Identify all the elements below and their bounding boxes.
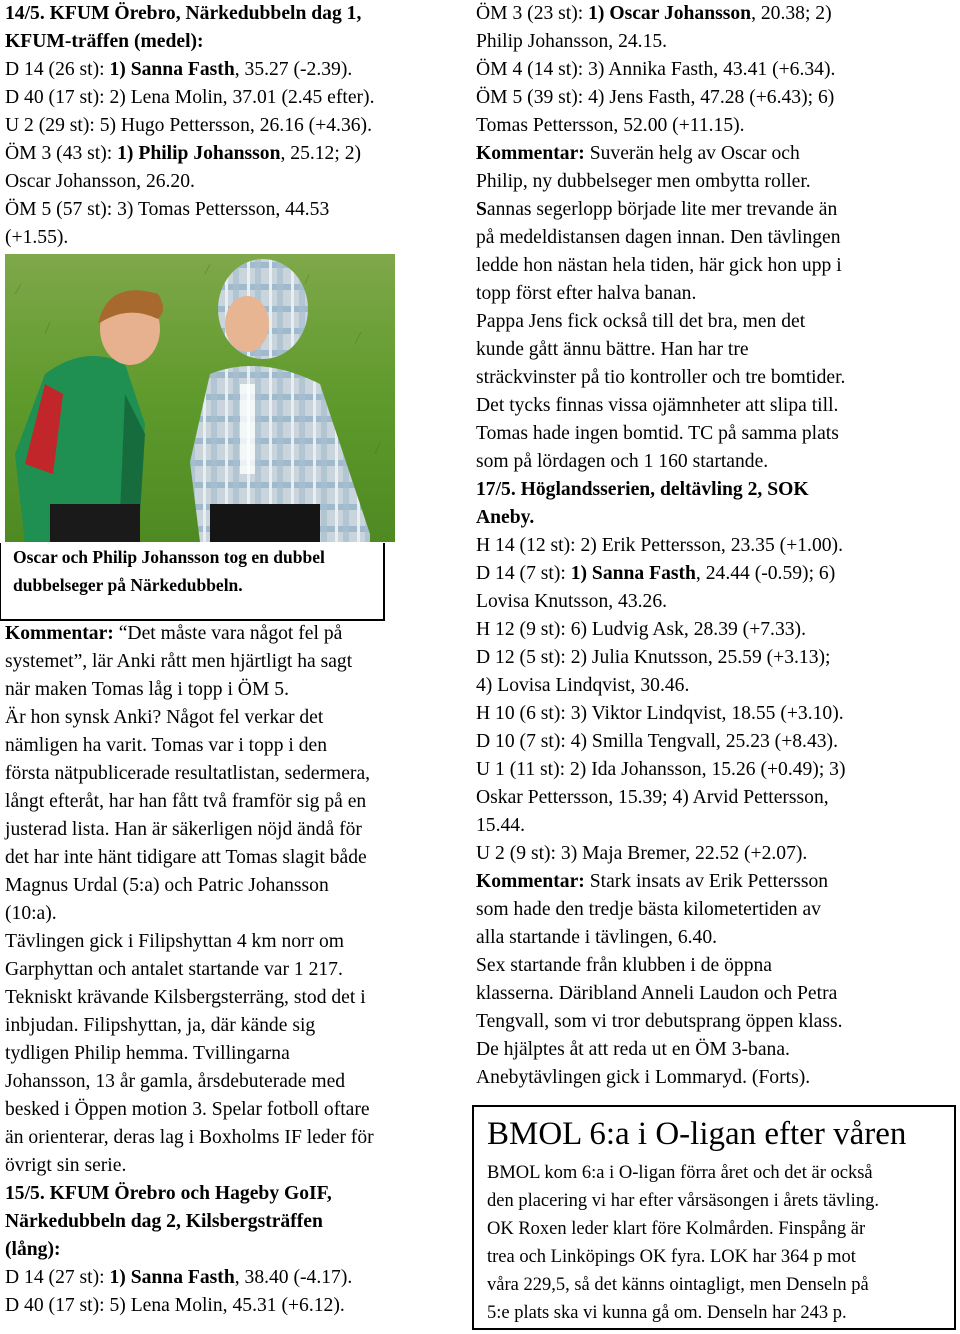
- box-line: BMOL kom 6:a i O-ligan förra året och det är också: [487, 1163, 873, 1183]
- text: annas segerlopp började lite mer trevande än: [486, 199, 838, 220]
- box-body: [487, 1159, 954, 1327]
- text-line: [5, 140, 415, 168]
- text: justerad lista. Han är säkerligen nöjd ändå för: [5, 819, 362, 840]
- text: när maken Tomas låg i topp i ÖM 5.: [5, 679, 289, 700]
- text-line: [5, 984, 415, 1012]
- text-line: [5, 1152, 415, 1180]
- text-line: [5, 1292, 415, 1320]
- text: D 14 (7 st):: [476, 563, 571, 584]
- text: (10:a).: [5, 903, 57, 924]
- text-line: [5, 224, 415, 252]
- bmol-o-ligan-box: [472, 1105, 956, 1330]
- text: långt efteråt, har han fått två framför sig på en: [5, 791, 367, 812]
- bold-text: 1) Sanna Fasth: [570, 563, 696, 584]
- box-line: den placering vi har efter vårsäsongen i årets tävling.: [487, 1191, 879, 1211]
- text-line: [476, 308, 956, 336]
- text-line: [476, 728, 956, 756]
- text: D 10 (7 st): 4) Smilla Tengvall, 25.23 (+8.43).: [476, 731, 838, 752]
- text-line: [476, 616, 956, 644]
- text-line: [5, 196, 415, 224]
- text: D 14 (26 st):: [5, 59, 110, 80]
- text: U 2 (29 st): 5) Hugo Pettersson, 26.16 (+4.36).: [5, 115, 372, 136]
- text: på medeldistansen dagen innan. Den tävlingen: [476, 227, 841, 248]
- bold-text: 1) Sanna Fasth: [109, 1267, 235, 1288]
- bold-text: 14/5. KFUM Örebro, Närkedubbeln dag 1,: [5, 3, 362, 24]
- text: H 12 (9 st): 6) Ludvig Ask, 28.39 (+7.33).: [476, 619, 806, 640]
- text: ÖM 4 (14 st): 3) Annika Fasth, 43.41 (+6.34).: [476, 59, 836, 80]
- text-line: [5, 1180, 415, 1208]
- text-line: [5, 84, 415, 112]
- text-line: [476, 112, 956, 140]
- text-line: [476, 196, 956, 224]
- text: D 14 (27 st):: [5, 1267, 110, 1288]
- text: De hjälptes åt att reda ut en ÖM 3-bana.: [476, 1039, 790, 1060]
- text: det har inte hänt tidigare att Tomas slagit både: [5, 847, 367, 868]
- text-line: [5, 760, 415, 788]
- text: , 38.40 (-4.17).: [234, 1267, 353, 1288]
- left-column: [5, 0, 415, 1320]
- text-line: [476, 448, 956, 476]
- text: , 25.12; 2): [280, 143, 362, 164]
- text: sträckvinster på tio kontroller och tre bomtider.: [476, 367, 846, 388]
- text: Tomas Pettersson, 52.00 (+11.15).: [476, 115, 745, 136]
- text: Tomas hade ingen bomtid. TC på samma plats: [476, 423, 839, 444]
- text-line: [476, 812, 956, 840]
- text-line: [5, 676, 415, 704]
- box-title: BMOL 6:a i O-ligan efter våren: [487, 1116, 907, 1152]
- text: ÖM 3 (23 st):: [476, 3, 589, 24]
- text: Stark insats av Erik Pettersson: [584, 871, 829, 892]
- text-line: [5, 1236, 415, 1264]
- text-line: [476, 672, 956, 700]
- bold-text: KFUM-träffen (medel):: [5, 31, 204, 52]
- bold-text: 15/5. KFUM Örebro och Hageby GoIF,: [5, 1183, 332, 1204]
- bold-text: S: [476, 199, 487, 220]
- text: Suverän helg av Oscar och: [584, 143, 800, 164]
- text: besked i Öppen motion 3. Spelar fotboll oftare: [5, 1099, 370, 1120]
- results-14-5: [5, 0, 415, 252]
- text-line: [476, 224, 956, 252]
- bold-text: 1) Philip Johansson: [117, 143, 281, 164]
- text-line: [5, 872, 415, 900]
- bold-text: Kommentar:: [476, 871, 585, 892]
- text: Johansson, 13 år gamla, årsdebuterade med: [5, 1071, 346, 1092]
- text: D 40 (17 st): 5) Lena Molin, 45.31 (+6.12).: [5, 1295, 345, 1316]
- text: ÖM 3 (43 st):: [5, 143, 118, 164]
- text-line: [5, 1264, 415, 1292]
- text-line: [5, 844, 415, 872]
- text-line: [476, 336, 956, 364]
- box-line: OK Roxen leder klart före Kolmården. Finspång är: [487, 1219, 866, 1239]
- text: H 10 (6 st): 3) Viktor Lindqvist, 18.55 (+3.10).: [476, 703, 844, 724]
- text: alla startande i tävlingen, 6.40.: [476, 927, 718, 948]
- text-line: [476, 252, 956, 280]
- text-line: [476, 1036, 956, 1064]
- photo-caption-line-1: Oscar och Philip Johansson tog en dubbel: [13, 547, 325, 567]
- text: Tengvall, som vi tror debutsprang öppen klass.: [476, 1011, 843, 1032]
- text: ÖM 5 (39 st): 4) Jens Fasth, 47.28 (+6.43); 6): [476, 87, 835, 108]
- text: Pappa Jens fick också till det bra, men det: [476, 311, 806, 332]
- text-line: [5, 788, 415, 816]
- bold-text: Kommentar:: [476, 143, 585, 164]
- text: 15.44.: [476, 815, 525, 836]
- text-line: [476, 1008, 956, 1036]
- text-line: [5, 28, 415, 56]
- text: H 14 (12 st): 2) Erik Pettersson, 23.35 (+1.00).: [476, 535, 843, 556]
- text-line: [476, 532, 956, 560]
- box-line: våra 229,5, så det känns ointagligt, men Denseln på: [487, 1275, 869, 1295]
- text: nämligen ha varit. Tomas var i topp i den: [5, 735, 328, 756]
- comment-and-results-15-5: [5, 620, 415, 1320]
- text-line: [5, 648, 415, 676]
- text: än orienterar, deras lag i Boxholms IF leder för: [5, 1127, 374, 1148]
- text: ledde hon nästan hela tiden, här gick hon upp i: [476, 255, 842, 276]
- text-line: [5, 1208, 415, 1236]
- text-line: [476, 280, 956, 308]
- text: Sex startande från klubben i de öppna: [476, 955, 772, 976]
- text-line: [476, 784, 956, 812]
- text: övrigt sin serie.: [5, 1155, 127, 1176]
- text: U 2 (9 st): 3) Maja Bremer, 22.52 (+2.07).: [476, 843, 808, 864]
- text-line: [476, 0, 956, 28]
- text-line: [476, 924, 956, 952]
- text: som på lördagen och 1 160 startande.: [476, 451, 769, 472]
- bold-text: 17/5. Höglandsserien, deltävling 2, SOK: [476, 479, 809, 500]
- bold-text: 1) Oscar Johansson: [588, 3, 752, 24]
- text: Oscar Johansson, 26.20.: [5, 171, 195, 192]
- bold-text: 1) Sanna Fasth: [109, 59, 235, 80]
- text: topp först efter halva banan.: [476, 283, 697, 304]
- results-and-comments: [476, 0, 956, 1092]
- text-line: [476, 476, 956, 504]
- text: , 20.38; 2): [751, 3, 832, 24]
- text: 4) Lovisa Lindqvist, 30.46.: [476, 675, 690, 696]
- text: första nätpublicerade resultatlistan, sedermera,: [5, 763, 371, 784]
- text-line: [5, 1124, 415, 1152]
- bold-text: Närkedubbeln dag 2, Kilsbergsträffen: [5, 1211, 323, 1232]
- text-line: [5, 112, 415, 140]
- text: Tekniskt krävande Kilsbergsterräng, stod det i: [5, 987, 366, 1008]
- text-line: [5, 928, 415, 956]
- text-line: [5, 1012, 415, 1040]
- right-column: [476, 0, 956, 1092]
- text-line: [5, 56, 415, 84]
- photo-image: [5, 254, 395, 542]
- text: U 1 (11 st): 2) Ida Johansson, 15.26 (+0.49); 3): [476, 759, 846, 780]
- text-line: [476, 588, 956, 616]
- text: Philip, ny dubbelseger men ombytta roller.: [476, 171, 811, 192]
- text: Oskar Pettersson, 15.39; 4) Arvid Pettersson,: [476, 787, 829, 808]
- text-line: [476, 28, 956, 56]
- text: , 35.27 (-2.39).: [234, 59, 353, 80]
- text-line: [5, 732, 415, 760]
- text: inbjudan. Filipshyttan, ja, där kände sig: [5, 1015, 316, 1036]
- text: (+1.55).: [5, 227, 69, 248]
- text-line: [476, 868, 956, 896]
- text-line: [476, 504, 956, 532]
- text: Är hon synsk Anki? Något fel verkar det: [5, 707, 324, 728]
- text: , 24.44 (-0.59); 6): [695, 563, 836, 584]
- text: kunde gått ännu bättre. Han har tre: [476, 339, 749, 360]
- text-line: [476, 840, 956, 868]
- bold-text: Kommentar:: [5, 623, 114, 644]
- text: Garphyttan och antalet startande var 1 217.: [5, 959, 343, 980]
- box-line: 5:e plats ska vi kunna gå om. Denseln har 243 p.: [487, 1303, 847, 1323]
- text-line: [476, 420, 956, 448]
- text-line: [5, 1096, 415, 1124]
- text-line: [476, 952, 956, 980]
- text-line: [476, 84, 956, 112]
- text-line: [476, 392, 956, 420]
- text-line: [476, 980, 956, 1008]
- text: Magnus Urdal (5:a) och Patric Johansson: [5, 875, 329, 896]
- text-line: [5, 900, 415, 928]
- text-line: [476, 700, 956, 728]
- text: Anebytävlingen gick i Lommaryd. (Forts).: [476, 1067, 811, 1088]
- text-line: [5, 168, 415, 196]
- text-line: [5, 0, 415, 28]
- text: som hade den tredje bästa kilometertiden av: [476, 899, 821, 920]
- bold-text: (lång):: [5, 1239, 61, 1260]
- text: tydligen Philip hemma. Tvillingarna: [5, 1043, 290, 1064]
- text-line: [5, 816, 415, 844]
- text-line: [476, 1064, 956, 1092]
- text-line: [5, 1040, 415, 1068]
- text-line: [476, 168, 956, 196]
- text: “Det måste vara något fel på: [113, 623, 343, 644]
- text: klasserna. Däribland Anneli Laudon och Petra: [476, 983, 838, 1004]
- photo-caption-line-2: dubbelseger på Närkedubbeln.: [13, 575, 243, 595]
- box-line: trea och Linköpings OK fyra. LOK har 364 p mot: [487, 1247, 856, 1267]
- text-line: [5, 956, 415, 984]
- text-line: [5, 704, 415, 732]
- text: systemet”, lär Anki rått men hjärtligt ha sagt: [5, 651, 353, 672]
- text: D 40 (17 st): 2) Lena Molin, 37.01 (2.45 efter).: [5, 87, 375, 108]
- text: Tävlingen gick i Filipshyttan 4 km norr om: [5, 931, 345, 952]
- text: Det tycks finnas vissa ojämnheter att slipa till.: [476, 395, 839, 416]
- text-line: [476, 140, 956, 168]
- text-line: [476, 56, 956, 84]
- text-line: [476, 896, 956, 924]
- text: ÖM 5 (57 st): 3) Tomas Pettersson, 44.53: [5, 199, 330, 220]
- text-line: [476, 644, 956, 672]
- text-line: [476, 560, 956, 588]
- text-line: [5, 620, 415, 648]
- text: D 12 (5 st): 2) Julia Knutsson, 25.59 (+3.13);: [476, 647, 831, 668]
- text-line: [476, 364, 956, 392]
- text: Philip Johansson, 24.15.: [476, 31, 668, 52]
- bold-text: Aneby.: [476, 507, 535, 528]
- photo-caption: [0, 543, 385, 621]
- text: Lovisa Knutsson, 43.26.: [476, 591, 668, 612]
- photo-twins: [5, 254, 395, 542]
- text-line: [476, 756, 956, 784]
- text-line: [5, 1068, 415, 1096]
